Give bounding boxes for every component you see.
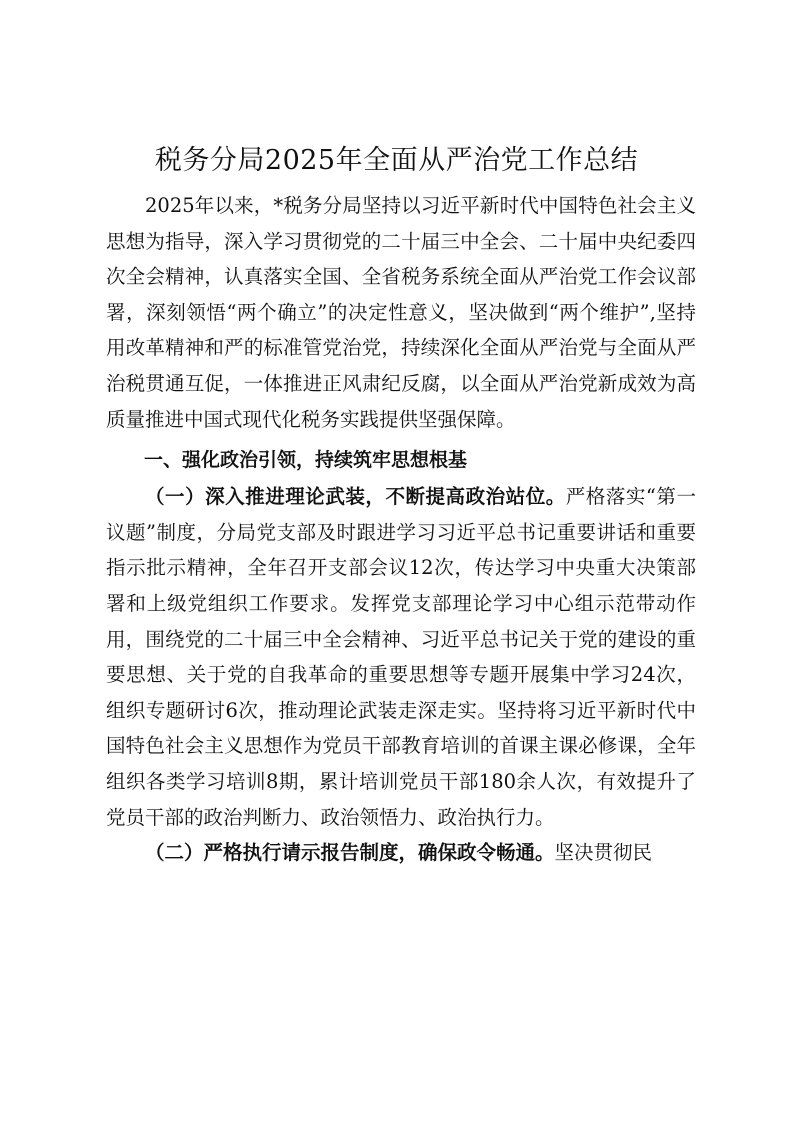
- item-paragraph-2: [106, 835, 696, 871]
- item-lead-1: （一）深入推进理论武装，不断提高政治站位。: [145, 485, 566, 509]
- document-body: [106, 188, 696, 871]
- item-lead-2: （二）严格执行请示报告制度，确保政令畅通。: [145, 841, 555, 865]
- intro-paragraph: 2025年以来，*税务分局坚持以习近平新时代中国特色社会主义思想为指导，深入学习贯彻党的二十届三中全会、二十届中央纪委四次全会精神，认真落实全国、全省税务系统全面从严治党工作会议部署，深刻领悟“两个确立”的决定性意义，坚决做到“两个维护”,坚持用改革精神和严的标准管党治党，持续深化全面从严治党与全面从严治税贯通互促，一体推进正风肃纪反腐，以全面从严治党新成效为高质量推进中国式现代化税务实践提供坚强保障。: [106, 194, 696, 431]
- item-body-2: 坚决贯彻民: [554, 841, 653, 865]
- section-heading-1: 一、强化政治引领，持续筑牢思想根基: [144, 449, 468, 472]
- item-paragraph-1: [106, 479, 696, 835]
- document-title: 税务分局2025年全面从严治党工作总结: [154, 145, 639, 176]
- item-body-1: 严格落实“第一议题”制度，分局党支部及时跟进学习习近平总书记重要讲话和重要指示批示精神，全年召开支部会议12次，传达学习中央重大决策部署和上级党组织工作要求。发挥党支部理论学习中心组示范带动作用，围绕党的二十届三中全会精神、习近平总书记关于党的建设的重要思想、关于党的自我革命的重要思想等专题开展集中学习24次，组织专题研讨6次，推动理论武装走深走实。坚持将习近平新时代中国特色社会主义思想作为党员干部教育培训的首课主课必修课，全年组织各类学习培训8期，累计培训党员干部180余人次，有效提升了党员干部的政治判断力、政治领悟力、政治执行力。: [106, 485, 696, 829]
